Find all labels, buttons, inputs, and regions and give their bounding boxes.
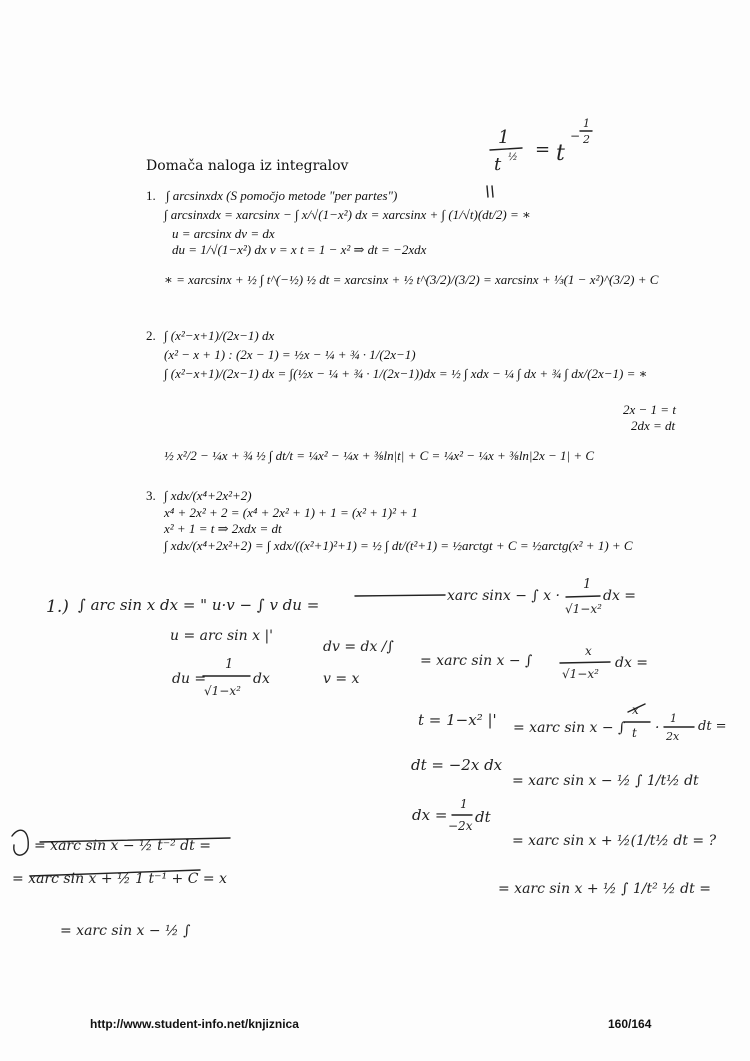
- svg-text:t = 1−x² |': t = 1−x² |': [418, 711, 497, 729]
- svg-text:dv = dx /∫: dv = dx /∫: [323, 639, 394, 655]
- footer-link[interactable]: http://www.student-info.net/knjiznica: [90, 1017, 299, 1031]
- svg-text:dx =: dx =: [412, 806, 448, 824]
- svg-text:= xarc sin x − ½ t⁻² dt =: = xarc sin x − ½ t⁻² dt =: [34, 838, 211, 854]
- svg-text:= xarc sin x + ½ ∫ 1/t² ½ dt: = xarc sin x + ½ ∫ 1/t² ½ dt =: [498, 881, 711, 897]
- svg-text:du =: du =: [172, 671, 207, 687]
- svg-text:xarc sinx − ∫ x ·: xarc sinx − ∫ x ·: [447, 588, 560, 604]
- problem-line: ∫ (x²−x+1)/(2x−1) dx: [164, 328, 275, 343]
- problem-line: ½ x²/2 − ¼x + ¾ ½ ∫ dt/t = ¼x² − ¼x + ⅜ln|t| + C = ¼x² − ¼x + ⅜ln|2x − 1| + C: [164, 448, 595, 463]
- svg-text:dt: dt: [475, 808, 491, 826]
- problem-line: ∫ arcsinxdx = xarcsinx − ∫ x/√(1−x²) dx = xarcsinx + ∫ (1/√t)(dt/2) = ∗: [164, 207, 531, 222]
- svg-text:1: 1: [460, 797, 468, 811]
- problem-line: ∫ xdx/(x⁴+2x²+2): [164, 488, 252, 503]
- svg-text:t: t: [494, 154, 502, 175]
- problem-number: 2.: [146, 328, 156, 343]
- problem-line: 2x − 1 = t: [623, 402, 676, 417]
- svg-text:dt = −2x dx: dt = −2x dx: [411, 756, 503, 774]
- svg-text:−: −: [570, 129, 581, 143]
- svg-text:1: 1: [225, 657, 234, 672]
- svg-text:√1−x²: √1−x²: [565, 602, 602, 616]
- svg-text:t: t: [556, 141, 565, 166]
- svg-text:1.): 1.): [46, 597, 69, 617]
- svg-text:= xarc sin x − ½ ∫ 1/t½ dt: = xarc sin x − ½ ∫ 1/t½ dt: [512, 773, 699, 789]
- svg-text:√1−x²: √1−x²: [204, 684, 241, 698]
- svg-text:2: 2: [583, 133, 590, 146]
- svg-text:v = x: v = x: [323, 671, 360, 687]
- problem-line: ∗ = xarcsinx + ½ ∫ t^(−½) ½ dt = xarcsinx + ½ t^(3/2)/(3/2) = xarcsinx + ⅓(1 − x²)^(3/2) + C: [164, 272, 659, 287]
- svg-text:∫ arc sin x dx = " u·v − ∫ v: ∫ arc sin x dx = " u·v − ∫ v du =: [78, 596, 320, 614]
- svg-text:=: =: [535, 139, 551, 160]
- svg-text:−2x: −2x: [448, 819, 473, 833]
- problem-line: 2dx = dt: [631, 418, 676, 433]
- document-title: Domača naloga iz integralov: [146, 158, 349, 174]
- svg-text:x: x: [585, 644, 592, 658]
- svg-text:1: 1: [670, 712, 677, 725]
- page-number: 160/164: [608, 1017, 652, 1031]
- svg-text:= xarc sin x + ½(1/t½ dt = ?: = xarc sin x + ½(1/t½ dt = ?: [512, 833, 717, 849]
- svg-text:dt =: dt =: [698, 719, 727, 734]
- svg-text:2x: 2x: [666, 730, 680, 743]
- problem-number: 1.: [146, 188, 156, 203]
- problem-number: 3.: [146, 488, 156, 503]
- problem-line: ∫ (x²−x+1)/(2x−1) dx = ∫(½x − ¼ + ¾ · 1/(2x−1))dx = ½ ∫ xdx − ¼ ∫ dx + ¾ ∫ dx/(2x−1) = ∗: [164, 366, 648, 381]
- handwritten-solution: [12, 577, 727, 939]
- svg-text:1: 1: [498, 127, 510, 148]
- svg-text:= xarc sin x + ½ 1 t⁻¹ + C = x: = xarc sin x + ½ 1 t⁻¹ + C = x: [12, 871, 227, 887]
- svg-text:u = arc sin x |': u = arc sin x |': [170, 628, 274, 644]
- svg-text:·: ·: [655, 720, 660, 736]
- problem-line: x² + 1 = t ⇒ 2xdx = dt: [164, 521, 282, 536]
- problem-line: du = 1/√(1−x²) dx v = x t = 1 − x² ⇒ dt = −2xdx: [172, 242, 427, 257]
- svg-text:= xarc sin x − ∫: = xarc sin x − ∫: [513, 720, 626, 736]
- problem-line: ∫ xdx/(x⁴+2x²+2) = ∫ xdx/((x²+1)²+1) = ½ ∫ dt/(t²+1) = ½arctgt + C = ½arctg(x² + 1) + C: [164, 538, 633, 553]
- svg-text:dx =: dx =: [603, 588, 637, 604]
- problem-line: ∫ arcsinxdx (S pomočjo metode "per partes"): [166, 188, 398, 203]
- svg-text:x: x: [632, 703, 639, 717]
- svg-text:1: 1: [583, 577, 592, 592]
- problem-line: u = arcsinx dv = dx: [172, 226, 275, 241]
- svg-text:= xarc sin x − ½ ∫: = xarc sin x − ½ ∫: [60, 923, 191, 939]
- svg-text:√1−x²: √1−x²: [562, 667, 599, 681]
- svg-text:t: t: [632, 726, 637, 740]
- svg-text:dx =: dx =: [615, 655, 649, 671]
- svg-text:½: ½: [508, 152, 518, 163]
- problem-line: (x² − x + 1) : (2x − 1) = ½x − ¼ + ¾ · 1/(2x−1): [164, 347, 416, 362]
- problem-line: x⁴ + 2x² + 2 = (x⁴ + 2x² + 1) + 1 = (x² + 1)² + 1: [164, 505, 418, 520]
- svg-text:= xarc sin x − ∫: = xarc sin x − ∫: [420, 653, 533, 669]
- svg-text:dx: dx: [253, 671, 270, 687]
- svg-text:1: 1: [583, 117, 590, 130]
- handwritten-note-top: [487, 117, 592, 197]
